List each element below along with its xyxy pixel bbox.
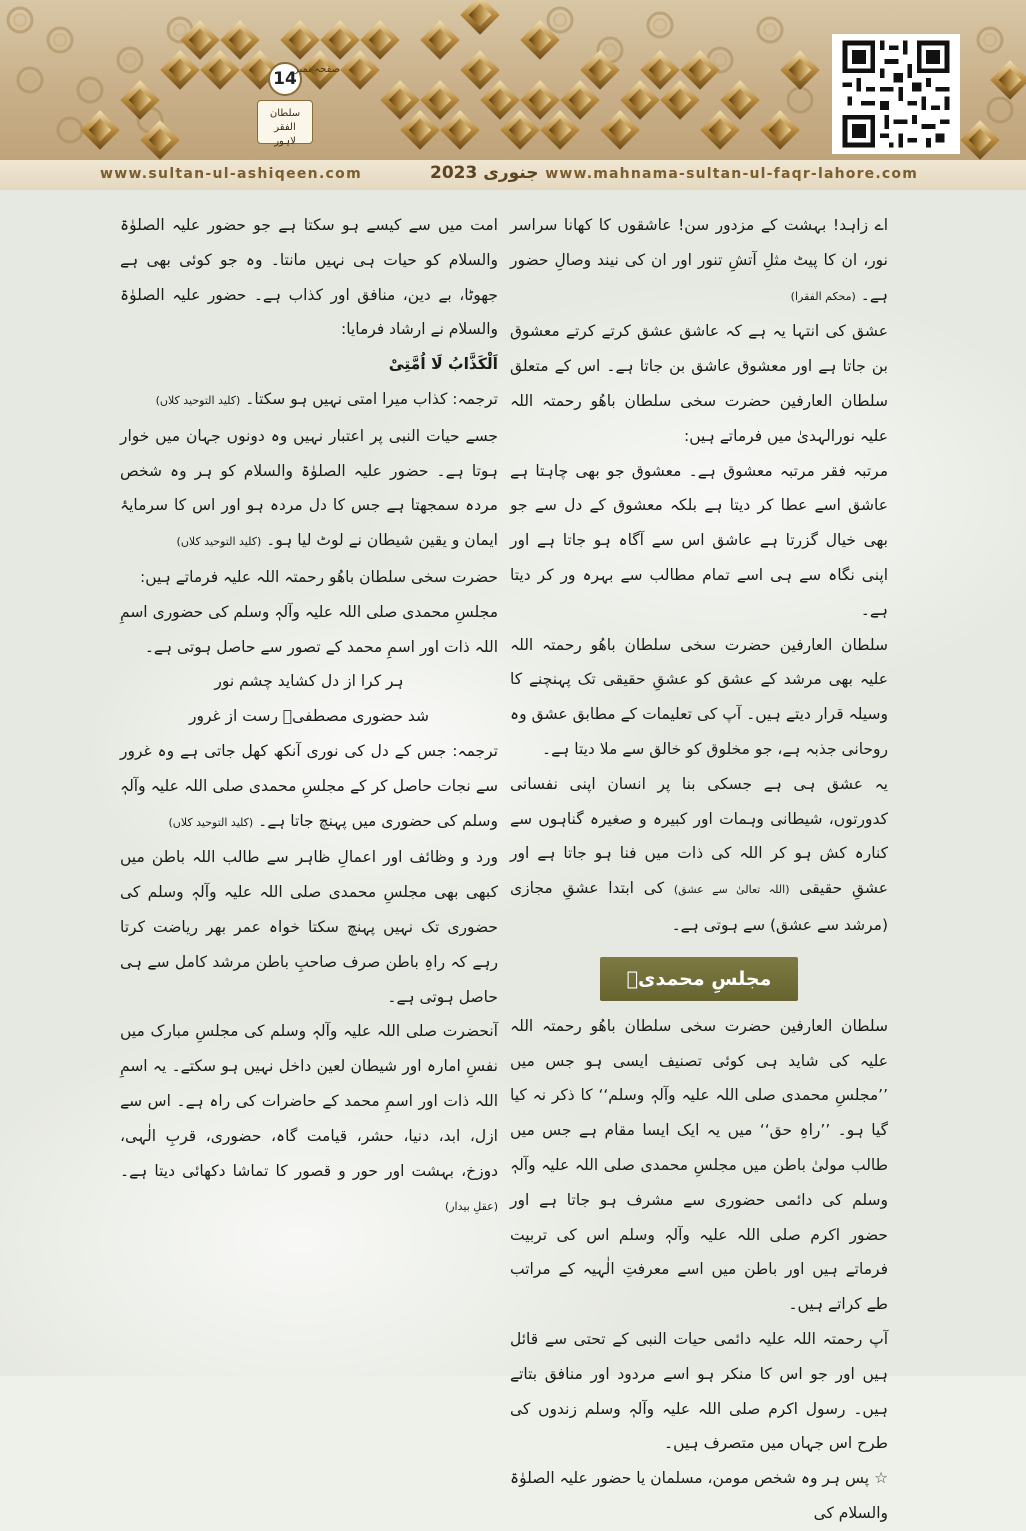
paragraph bbox=[510, 767, 888, 943]
paragraph: مجلسِ محمدی صلی اللہ علیہ وآلہٖ وسلم کی حضوری اسمِ اللہ ذات اور اسمِ محمد کے تصور سے حاصل ہوتی ہے۔ bbox=[120, 602, 498, 656]
translation bbox=[120, 734, 498, 840]
paragraph: سلطان العارفین حضرت سخی سلطان باھُو رحمتہ اللہ علیہ کی شاید ہی کوئی تصنیف ایسی ہو جس میں ’’مجلسِ محمدی صلی اللہ علیہ وآلہٖ وسلم‘‘ کا ذکر نہ کیا گیا ہو۔ ’’راہِ حق‘‘ میں یہ ایک ایسا مقام ہے جس میں طالب مولیٰ باطن میں مجلسِ محمدی صلی اللہ علیہ وآلہٖ وسلم کی دائمی حضوری سے مشرف ہو جاتا ہے اور حضور اکرم صلی اللہ علیہ وآلہٖ وسلم اس کی تربیت فرماتے ہیں اور باطن میں اسے معرفتِ الٰہیہ کے مراتب طے کراتے ہیں۔ bbox=[510, 1016, 888, 1314]
arabic-hadith: اَلْکَذَّابُ لَا اُمَّتِیْ bbox=[388, 355, 498, 374]
paragraph-text: کی ابتدا عشقِ مجازی (مرشد سے عشق) سے ہوتی ہے۔ bbox=[510, 879, 888, 934]
persian-verse-line-2: شد حضوری مصطفیؐ رست از غرور bbox=[188, 707, 430, 726]
url-bar bbox=[0, 160, 1026, 190]
issue-year: 2023 bbox=[430, 163, 478, 183]
translation-text: ترجمہ: جس کے دل کی نوری آنکھ کھل جاتی ہے وہ غرور سے نجات حاصل کر کے مجلسِ محمدی صلی اللہ علیہ وآلہٖ وسلم کی حضوری میں پہنچ جاتا ہے۔ bbox=[120, 741, 498, 830]
issue-date bbox=[430, 163, 538, 183]
paragraph: عشق کی انتہا یہ ہے کہ عاشق عشق کرتے کرتے معشوق بن جاتا ہے اور معشوق عاشق بن جاتا ہے۔ اس کے متعلق سلطان العارفین حضرت سخی سلطان باھُو رحمتہ اللہ علیہ نورالہدیٰ میں فرماتے ہیں: bbox=[510, 322, 888, 445]
persian-verse-line-1: ہر کرا از دل کشاید چشم نور bbox=[214, 672, 404, 691]
paragraph-text: آنحضرت صلی اللہ علیہ وآلہٖ وسلم کی مجلسِ مبارک میں نفسِ امارہ اور شیطان لعین داخل نہیں ہو سکتے۔ یہ اسمِ اللہ ذات اور اسمِ محمد کے حاضرات کی راہ ہے۔ اس سے ازل، ابد، دنیا، حشر، قیامت گاہ، حضوری، قربِ الٰہی، دوزخ، بہشت اور حور و قصور کا تماشا دکھائی دیتا ہے۔ bbox=[120, 1022, 498, 1180]
article-column-left bbox=[120, 208, 498, 1225]
magazine-logo bbox=[257, 100, 313, 147]
reference: (کلید التوحید کلاں) bbox=[176, 535, 262, 549]
section-heading: مجلسِ محمدیؐ bbox=[600, 957, 798, 1001]
issue-badge bbox=[250, 62, 341, 152]
logo-title: سلطان الفقر bbox=[269, 108, 301, 133]
paragraph-text: جسے حیات النبی پر اعتبار نہیں وہ دونوں جہان میں خوار ہوتا ہے۔ حضور علیہ الصلوٰۃ والسلام کو ہر وہ شخص مردہ سمجھتا ہے جس کا دل مردہ ہو اور اس کا سرمایۂ ایمان و یقین شیطان نے لوٹ لیا ہو۔ bbox=[120, 426, 498, 550]
paragraph-text: یہ عشق ہی ہے جسکی بنا پر انسان اپنی نفسانی کدورتوں، شیطانی وہمات اور کبیرہ و صغیرہ گناہوں سے کنارہ کش ہو کر اللہ کی ذات میں فنا ہو جاتا ہے اور عشقِ حقیقی bbox=[510, 774, 888, 898]
paragraph bbox=[510, 208, 888, 314]
paragraph-text: اے زاہد! بہشت کے مزدور سن! عاشقوں کا کھانا سراسر نور، ان کا پیٹ مثلِ آتشِ تنور اور ان کی نیند وصالِ حضور ہے۔ bbox=[510, 216, 888, 304]
star-icon: ☆ bbox=[874, 1469, 889, 1488]
paragraph bbox=[120, 1014, 498, 1225]
translation-text: ترجمہ: کذاب میرا امتی نہیں ہو سکتا۔ bbox=[245, 389, 498, 408]
website-link-mahnama[interactable]: www.mahnama-sultan-ul-faqr-lahore.com bbox=[545, 166, 918, 182]
page-number: 14 bbox=[268, 62, 302, 96]
issue-month: جنوری bbox=[483, 163, 539, 183]
translation bbox=[120, 382, 498, 419]
reference: (کلید التوحید کلاں) bbox=[168, 815, 254, 829]
reference: (اللہ تعالیٰ سے عشق) bbox=[673, 883, 790, 897]
paragraph: مرتبہ فقر مرتبہ معشوق ہے۔ معشوق جو بھی چاہتا ہے عاشق اسے عطا کر دیتا ہے بلکہ معشوق کے دل سے جو بھی خیال گزرتا ہے عاشق اس سے آگاہ ہو جاتا ہے اور اپنی نگاہ سے ہی اسے تمام مطالب سے بہرہ ور کر دیتا ہے۔ bbox=[510, 461, 888, 619]
website-link-ashiqeen[interactable]: www.sultan-ul-ashiqeen.com bbox=[100, 166, 362, 182]
qr-code[interactable] bbox=[832, 34, 960, 154]
paragraph bbox=[510, 1461, 888, 1531]
header-banner bbox=[0, 0, 1026, 160]
paragraph: امت میں سے کیسے ہو سکتا ہے جو حضور علیہ الصلوٰۃ والسلام کو حیات ہی نہیں مانتا۔ وہ جو کوئی بھی ہے جھوٹا، بے دین، منافق اور کذاب ہے۔ حضور علیہ الصلوٰۃ والسلام نے ارشاد فرمایا: bbox=[120, 216, 498, 339]
paragraph: آپ رحمتہ اللہ علیہ دائمی حیات النبی کے تحتی سے قائل ہیں اور جو اس کا منکر ہو اسے مردود اور منافق بتاتے ہیں۔ رسول اکرم صلی اللہ علیہ وآلہٖ وسلم زندوں کی طرح اس جہاں میں متصرف ہیں۔ bbox=[510, 1329, 888, 1453]
reference: (عقلِ بیدار) bbox=[444, 1200, 498, 1214]
paragraph: سلطان العارفین حضرت سخی سلطان باھُو رحمتہ اللہ علیہ بھی مرشد کے عشق کو عشقِ حقیقی تک پہنچنے کا وسیلہ قرار دیتے ہیں۔ آپ کی تعلیمات کے مطابق عشق وہ روحانی جذبہ ہے، جو مخلوق کو خالق سے ملا دیتا ہے۔ bbox=[510, 635, 888, 758]
article-column-right bbox=[510, 208, 888, 1531]
paragraph: حضرت سخی سلطان باھُو رحمتہ اللہ علیہ فرماتے ہیں: bbox=[140, 567, 498, 586]
reference: (کلید التوحید کلاں) bbox=[155, 393, 241, 407]
page-number-label: صفحہ نمبر bbox=[294, 64, 341, 75]
paragraph: ورد و وظائف اور اعمالِ ظاہر سے طالب اللہ باطن میں کبھی بھی مجلسِ محمدی صلی اللہ علیہ وآلہٖ وسلم کی حضوری تک نہیں پہنچ سکتا خواہ عمر بھر ریاضت کرتا رہے کہ راہِ باطن صرف صاحبِ باطن مرشد کامل سے ہی حاصل ہوتی ہے۔ bbox=[120, 848, 498, 1006]
paragraph-text: پس ہر وہ شخص مومن، مسلمان یا حضور علیہ الصلوٰۃ والسلام کی bbox=[510, 1469, 888, 1522]
logo-subtitle: لاہور bbox=[274, 136, 296, 147]
reference: (محکم الفقرا) bbox=[790, 289, 856, 303]
paragraph bbox=[120, 419, 498, 560]
